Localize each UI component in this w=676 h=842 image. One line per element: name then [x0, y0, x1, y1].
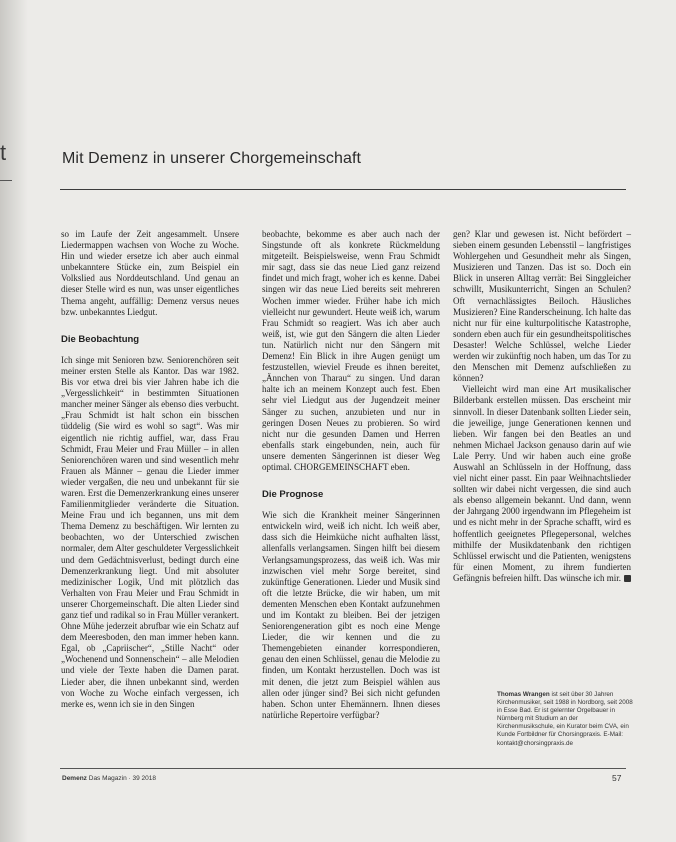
author-box	[497, 691, 635, 748]
previous-page-edge-glyph: t	[0, 140, 7, 165]
author-bio: ist seit über 30 Jahren Kirchenmusiker, seit 1988 in Nordborg, seit 2008 in Esse Bad. Er ist gelernter Orgelbauer in Nürnberg mit Studium an der Kirchenmusikschule, ein Kurator beim CVA, ein Kunde Fortbildner für Chorsingpraxis.	[497, 691, 633, 739]
title-divider	[60, 189, 626, 190]
issue-info: Das Magazin · 39 2018	[88, 775, 156, 782]
paragraph	[453, 384, 631, 584]
text-column-2	[262, 229, 440, 721]
footer-divider	[60, 768, 626, 769]
paragraph-text: Vielleicht wird man eine Art musikalischer Bilderbank erstellen müssen. Das erscheint mir sinnvoll. In dieser Datenbank sollten Lieder sein, die jeweilige, junge Generationen kennen und lieben. Wir fangen bei den Beatles an und nehmen Michael Jackson genauso darin auf wie Lale Perry. Und wir haben auch eine große Auswahl an Schlüsseln in der Hoffnung, dass viel nicht einer passt. Ein paar Weihnachtslieder sollten wir dabei nicht vergessen, die sind auch als ebenso allgemein bekannt. Und dann, wenn der Jahrgang 2000 irgendwann im Pflegeheim ist und es nicht mehr in der Sprache schafft, wird es hoffentlich geeignetes Pflegepersonal, welches mithilfe der Musikdatenbank den richtigen Schlüssel erwischt und die Patienten, wenigstens für einen Moment, zu ihrem fundierten Gefängnis befreien hilft. Das wünsche ich mir.	[453, 384, 631, 583]
paragraph: Ich singe mit Senioren bzw. Seniorenchören seit meiner ersten Stelle als Kantor. Das war 1982. Bis vor etwa drei bis vier Jahren habe ich die „Vergesslichkeit“ in bestimmten Situationen mancher meiner Sänger als ebenso dies verbucht. „Frau Schmidt ist halt schon ein bisschen tüddelig (Sie wird es wohl so sagt“. Was mir eigentlich nie richtig auffiel, war, dass Frau Schmidt, Frau Meier und Frau Müller – in allen Seniorenchören waren und sind wesentlich mehr Frauen als Männer – genau die Lieder immer wieder vergaßen, die neu und unbekannt für sie waren. Erst die Demenzerkrankung eines unserer Familienmitglieder veränderte die Situation. Meine Frau und ich begannen, uns mit dem Thema Demenz zu beschäftigen. Wir lernten zu beobachten, wo der Unterschied zwischen normaler, dem Alter geschuldeter Vergesslichkeit und dem Gedächtnisverlust, bedingt durch eine Demenzerkrankung liegt. Und mit absoluter medizinischer Logik, Und mit plötzlich das Verhalten von Frau Meier und Frau Schmidt in unserer Chorgemeinschaft. Die alten Lieder sind ganz tief und radikal so in Frau Müller verankert. Ohne Mühe jederzeit abrufbar wie ein Schatz auf dem Meeresboden, den man immer heben kann. Egal, ob „Capriischer“, „Stille Nacht“ oder „Wochenend und Sonnenschein“ – alle Melodien und viele der Texte haben die Damen parat. Lieder aber, die ihnen unbekannt sind, werden von Woche zu Woche einfach vergessen, ich merke es, wenn ich sie in den Singen	[61, 354, 239, 709]
page-number: 57	[612, 773, 622, 783]
text-column-1	[61, 229, 239, 710]
author-email: E-Mail: kontakt@chorsingpraxis.de	[497, 731, 623, 747]
text-column-3	[453, 229, 631, 584]
section-heading-prognose: Die Prognose	[262, 489, 324, 501]
paragraph: so im Laufe der Zeit angesammelt. Unsere Liedermappen wachsen von Woche zu Woche. Hin und wieder ersetze ich aber auch einmal unbekanntere Stücke ein, zum Beispiel ein Volkslied aus Norddeutschland. Und genau an dieser Stelle wird es nun, was unser eigentliches Thema angeht, auffällig: Demenz versus neues bzw. unbekanntes Liedgut.	[61, 229, 239, 317]
paragraph: beobachte, bekomme es aber auch nach der Singstunde oft als konkrete Rückmeldung mitgeteilt. Beispielsweise, wenn Frau Schmidt mir sagt, dass sie das neue Lied ganz reizend findet und mich fragt, woher ich es kenne. Dabei singen wir das neue Lied bereits seit mehreren Wochen immer wieder. Früher habe ich mich vielleicht nur gewundert. Heute weiß ich, warum Frau Schmidt so reagiert. Was ich aber auch weiß, ist, wie gut den Sängern die alten Lieder tun. Natürlich nicht nur den Sängern mit Demenz! Ein Blick in ihre Augen genügt um festzustellen, wieviel Freude es ihnen bereitet, „Ännchen von Tharau“ zu singen. Und daran halte ich an meinem Konzept auch fest. Eben sehr viel Liedgut aus der Jugendzeit meiner Sänger zu suchen, anzubieten und nur in geringen Dosen Neues zu probieren. So wird nicht nur die gesunden Damen und Herren ebenfalls stark eingebunden, nein, auch für unsere dementen Sängerinnen ist dieser Weg optimal. CHORGEMEINSCHAFT eben.	[262, 229, 440, 472]
paragraph: gen? Klar und gewesen ist. Nicht befördert – sieben einem gesunden Lebensstil – langfristiges Wohlergehen und Gesundheit mehr als Singen, Musizieren und Tanzen. Das ist so. Doch ein Blick in unseren Alltag verrät: Bei Singgleicher schwillt, Musikunterricht, Singen an Schulen? Oft vernachlässigtes Beiloch. Häusliches Musizieren? Eine Randerscheinung. Ich halte das nicht nur für eine kulturpolitische Katastrophe, sondern eben auch für ein gesundheitspolitisches Desaster! Welche Schlüssel, welche Lieder werden wir zukünftig noch haben, um das Tor zu den Menschen mit Demenz aufschließen zu können?	[453, 229, 631, 384]
previous-page-edge-rule	[0, 180, 12, 181]
end-of-article-icon	[624, 575, 631, 582]
paragraph: Wie sich die Krankheit meiner Sängerinnen entwickeln wird, weiß ich nicht. Ich weiß aber, dass sich die Heimküche nicht aufhalten lässt, allenfalls verlangsamen. Singen hilft bei diesem Verlangsamungsprozess, das weiß ich. Was mir inzwischen viel mehr Sorge bereitet, sind zukünftige Generationen. Lieder und Musik sind oft die letzte Brücke, die wir haben, um mit dementen Menschen eben Kontakt aufzunehmen und im Kontakt zu bleiben. Bei der jetzigen Seniorengeneration gibt es noch eine Menge Lieder, die wir kennen und die zu Themengebieten einander korrespondieren, genau den einen Schlüssel, genau die Melodie zu finden, um Kontakt herzustellen. Doch was ist mit denen, die jetzt zum Beispiel wählen aus allen oder jünger sind? Bei sich nicht gefunden haben. Schon unter Ehemännern. Ihnen dieses natürliche Repertoire verfügbar?	[262, 510, 440, 720]
article-title: Mit Demenz in unserer Chorgemeinschaft	[62, 150, 362, 167]
footer-publication	[62, 775, 156, 782]
author-name: Thomas Wrangen	[497, 691, 550, 698]
magazine-name: Demenz	[62, 775, 87, 782]
binding-shadow	[0, 0, 28, 842]
section-heading-beobachtung: Die Beobachtung	[61, 333, 140, 345]
